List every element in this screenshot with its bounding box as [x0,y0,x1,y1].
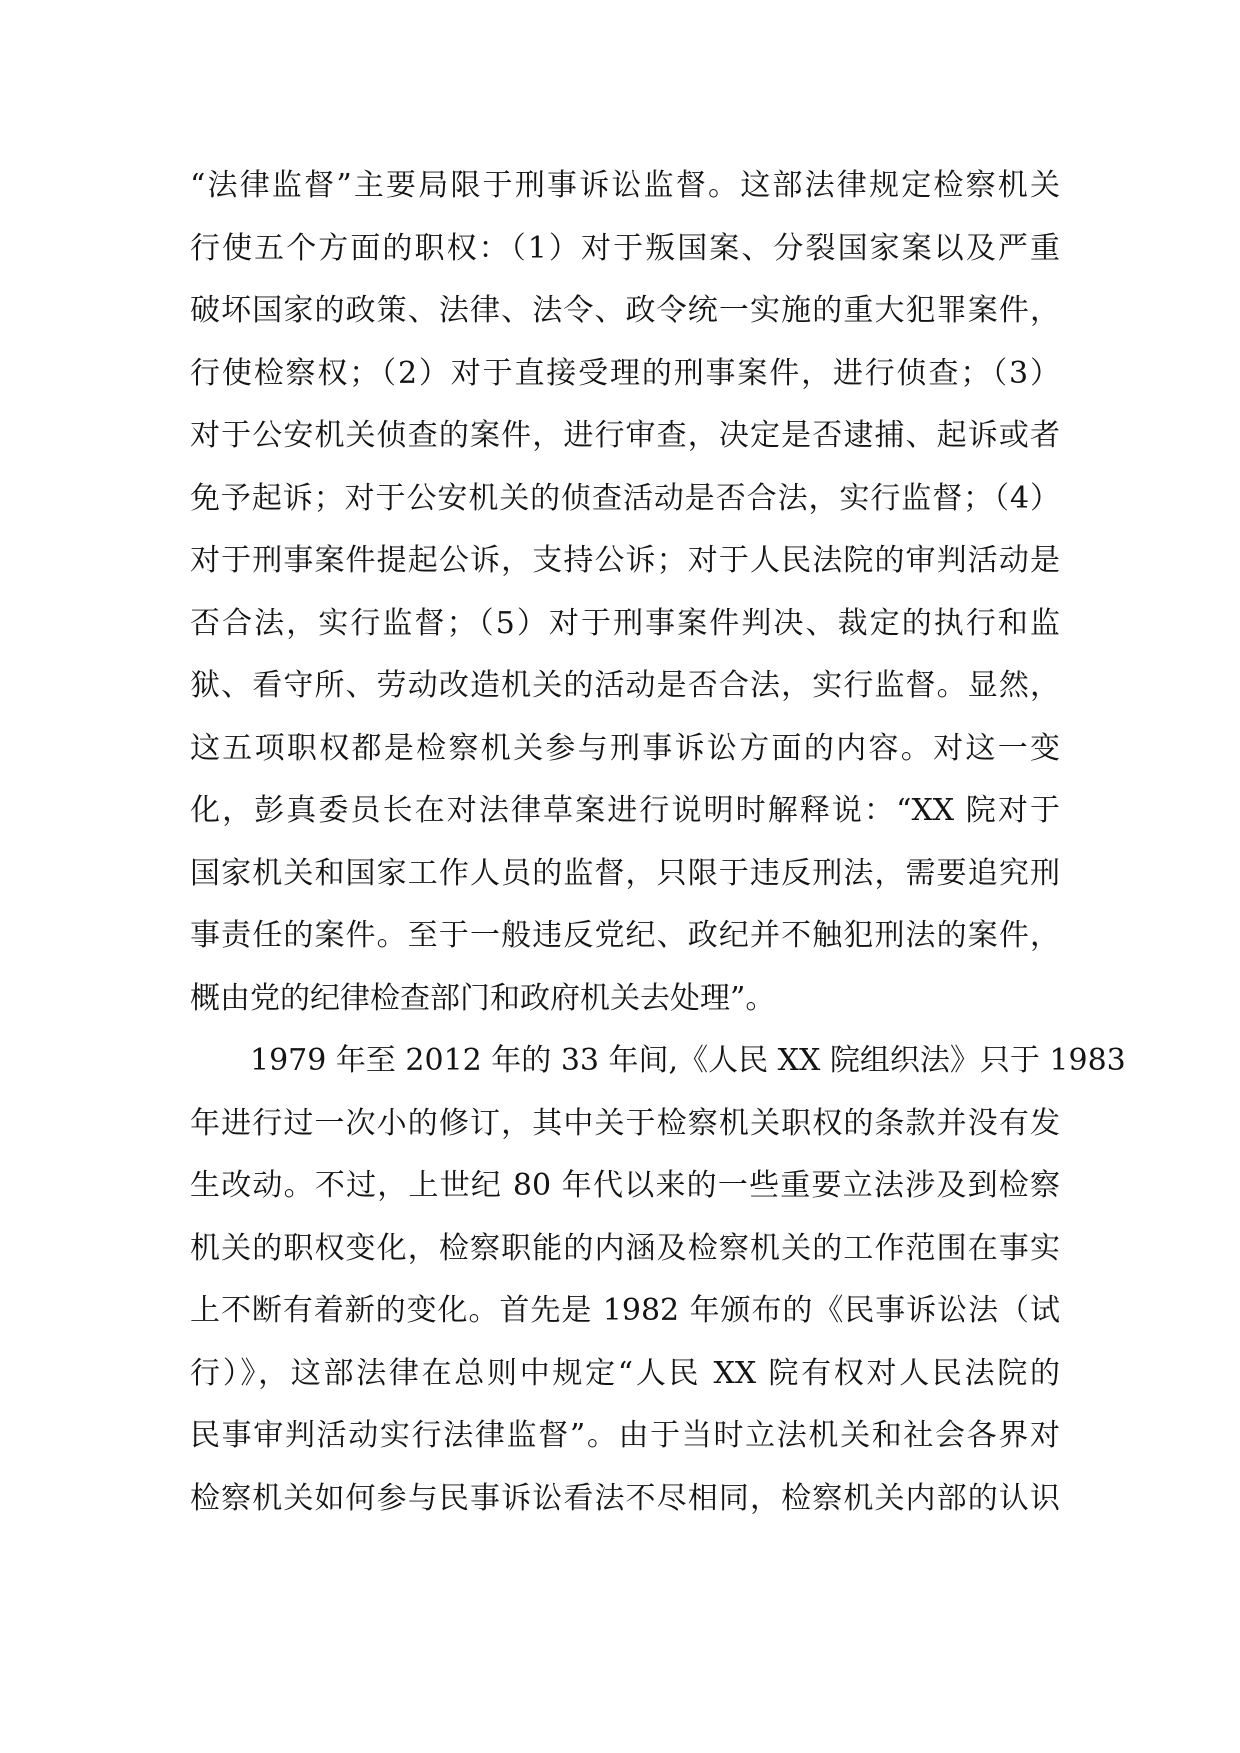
paragraph-line: 破坏国家的政策、法律、法令、政令统一实施的重大犯罪案件， [190,293,1060,328]
paragraph-line: 免予起诉；对于公安机关的侦查活动是否合法，实行监督；（4） [190,480,1060,516]
paragraph-line: 民事审判活动实行法律监督”。由于当时立法机关和社会各界对 [190,1418,1060,1453]
paragraph-line: 化，彭真委员长在对法律草案进行说明时解释说：“XX 院对于 [190,793,1060,828]
paragraph-line: 检察机关如何参与民事诉讼看法不尽相同，检察机关内部的认识 [190,1480,1060,1516]
paragraph-line: 行）》，这部法律在总则中规定“人民 XX 院有权对人民法院的 [190,1355,1060,1391]
paragraph-line: 1979 年至 2012 年的 33 年间,《人民 XX 院组织法》只于 1983 [250,1043,1126,1078]
body-text [190,155,1126,1530]
paragraph-line: “法律监督”主要局限于刑事诉讼监督。这部法律规定检察机关 [190,168,1060,203]
paragraph-line: 行使检察权；（2）对于直接受理的刑事案件，进行侦查；（3） [190,355,1060,391]
paragraph-line: 行使五个方面的职权：（1）对于叛国案、分裂国家案以及严重 [190,230,1060,266]
paragraph-line: 否合法，实行监督；（5）对于刑事案件判决、裁定的执行和监 [190,605,1060,641]
paragraph-line: 狱、看守所、劳动改造机关的活动是否合法，实行监督。显然， [190,668,1060,703]
paragraph-line: 年进行过一次小的修订，其中关于检察机关职权的条款并没有发 [190,1105,1060,1141]
paragraph-line: 对于公安机关侦查的案件，进行审查，决定是否逮捕、起诉或者 [190,418,1060,453]
paragraph-line: 事责任的案件。至于一般违反党纪、政纪并不触犯刑法的案件， [190,918,1060,953]
paragraph-line: 上不断有着新的变化。首先是 1982 年颁布的《民事诉讼法（试 [190,1293,1060,1328]
paragraph-2 [190,1030,1126,1530]
paragraph-line: 生改动。不过，上世纪 80 年代以来的一些重要立法涉及到检察 [190,1168,1060,1203]
paragraph-line: 概由党的纪律检查部门和政府机关去处理”。 [190,980,776,1016]
paragraph-line: 对于刑事案件提起公诉，支持公诉；对于人民法院的审判活动是 [190,543,1060,578]
paragraph-line: 这五项职权都是检察机关参与刑事诉讼方面的内容。对这一变 [190,730,1060,766]
paragraph-line: 国家机关和国家工作人员的监督，只限于违反刑法，需要追究刑 [190,855,1060,891]
paragraph-1 [190,155,1060,1030]
paragraph-line: 机关的职权变化，检察职能的内涵及检察机关的工作范围在事实 [190,1230,1060,1266]
